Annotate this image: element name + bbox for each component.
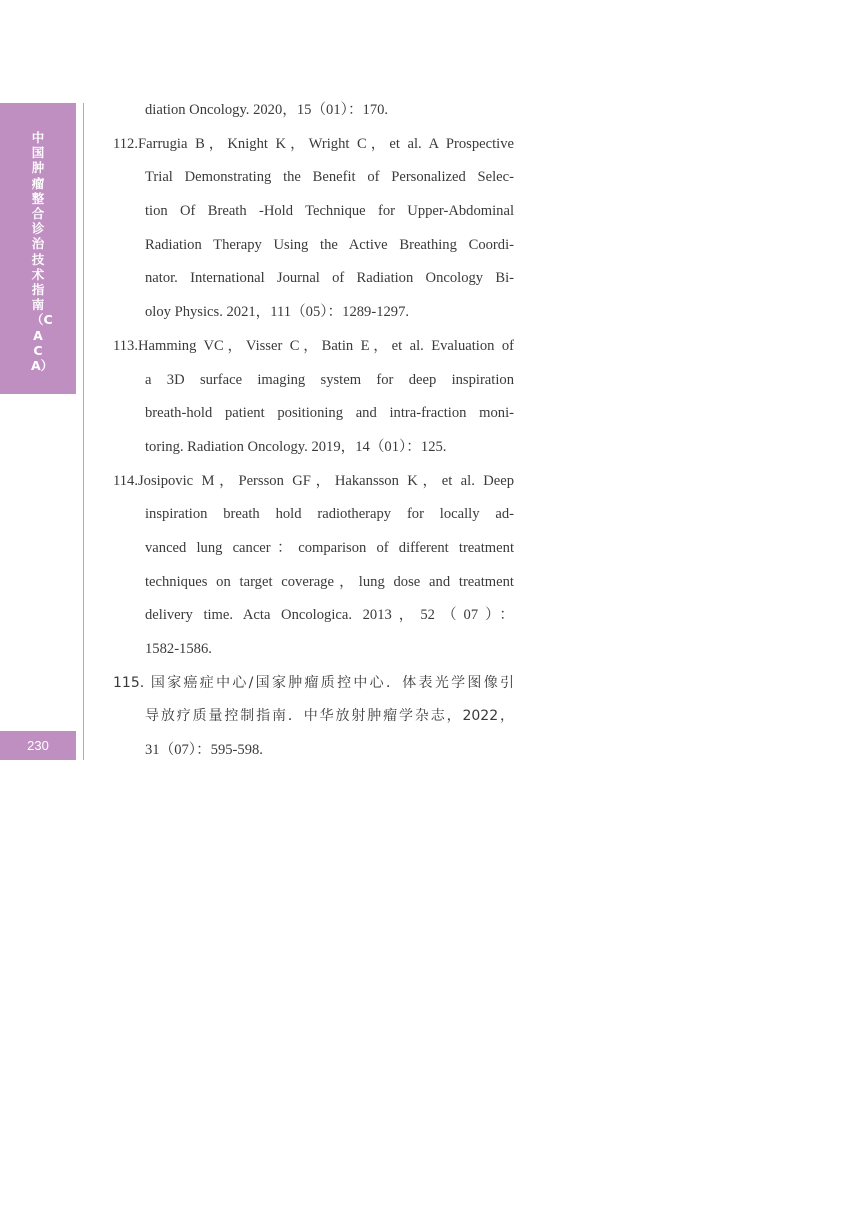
reference-line: 114.Josipovic M，Persson GF，Hakansson K，et al. Deep bbox=[113, 472, 514, 489]
reference-line: 113.Hamming VC，Visser C，Batin E，et al. Evaluation of bbox=[113, 337, 514, 354]
reference-line: 导放疗质量控制指南．中华放射肿瘤学杂志，2022， bbox=[145, 708, 514, 725]
reference-line: 31（07）：595-598. bbox=[145, 742, 263, 759]
reference-line: tion Of Breath -Hold Technique for Upper-Abdominal bbox=[145, 203, 514, 220]
reference-line: oloy Physics. 2021，111（05）：1289-1297. bbox=[145, 304, 410, 321]
margin-divider-line bbox=[83, 103, 84, 760]
reference-line: nator. International Journal of Radiation Oncology Bi- bbox=[145, 270, 514, 287]
reference-line: Radiation Therapy Using the Active Breathing Coordi- bbox=[145, 236, 514, 253]
reference-line: 115. 国家癌症中心/国家肿瘤质控中心．体表光学图像引 bbox=[113, 674, 514, 691]
reference-line: 112.Farrugia B，Knight K，Wright C，et al. A Prospective bbox=[113, 135, 514, 152]
book-title-vertical: 中国肿瘤整合诊治技术指南（CACA） bbox=[31, 130, 54, 374]
reference-line: techniques on target coverage，lung dose and treatment bbox=[145, 573, 514, 590]
reference-line: toring. Radiation Oncology. 2019，14（01）：125. bbox=[145, 438, 447, 455]
reference-line: breath-hold patient positioning and intra-fraction moni- bbox=[145, 405, 514, 422]
reference-line: diation Oncology. 2020，15（01）：170. bbox=[145, 102, 389, 118]
reference-line: a 3D surface imaging system for deep inspiration bbox=[145, 371, 514, 388]
reference-list bbox=[113, 94, 514, 768]
chapter-side-tab bbox=[0, 103, 76, 394]
reference-line: inspiration breath hold radiotherapy for locally ad- bbox=[145, 506, 514, 523]
reference-line: 1582-1586. bbox=[145, 641, 212, 657]
reference-line: Trial Demonstrating the Benefit of Personalized Selec- bbox=[145, 169, 514, 186]
reference-line: delivery time. Acta Oncologica. 2013，52（07）： bbox=[145, 607, 514, 624]
reference-line: vanced lung cancer：comparison of different treatment bbox=[145, 539, 514, 556]
page-number: 230 bbox=[0, 731, 76, 760]
